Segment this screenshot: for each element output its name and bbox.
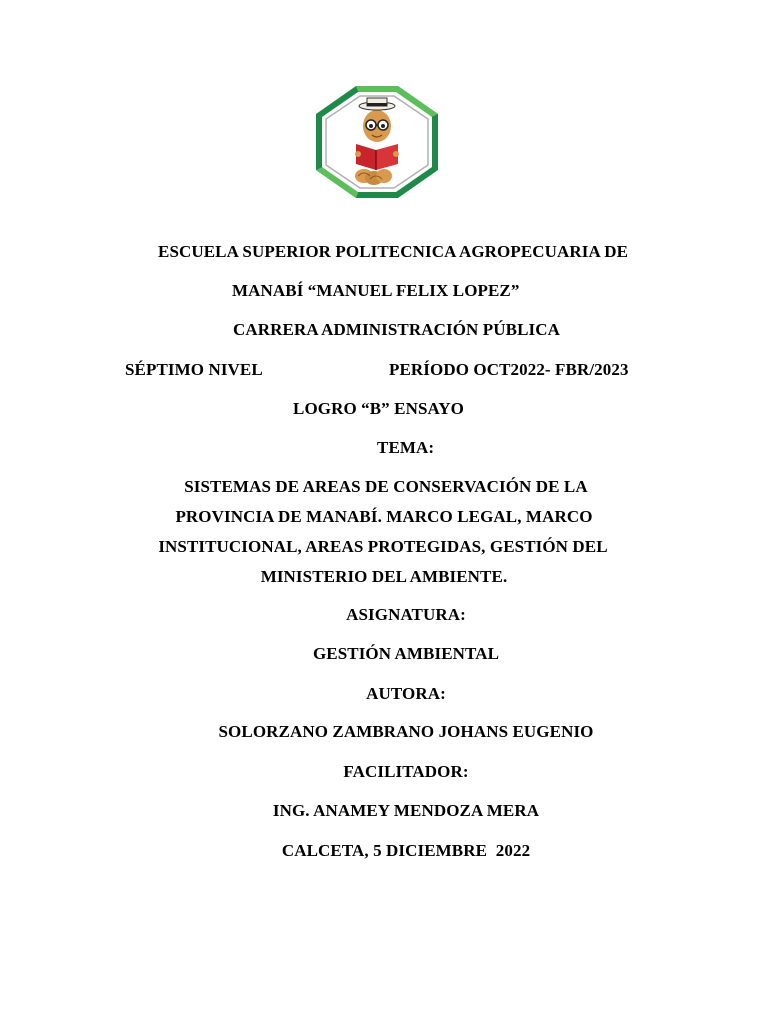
place-date: CALCETA, 5 DICIEMBRE 2022 <box>281 841 531 860</box>
author-label: AUTORA: <box>366 684 446 703</box>
topic-label: TEMA: <box>377 438 435 457</box>
period-label: PERÍODO OCT2022- FBR/2023 <box>389 360 629 379</box>
career-title: CARRERA ADMINISTRACIÓN PÚBLICA <box>233 320 560 339</box>
topic-line-1: SISTEMAS DE AREAS DE CONSERVACIÓN DE LA <box>184 477 588 496</box>
school-name-line-2: MANABÍ “MANUEL FELIX LOPEZ” <box>232 281 520 300</box>
logro-label: LOGRO “B” ENSAYO <box>293 399 465 418</box>
subject-label: ASIGNATURA: <box>346 605 466 624</box>
facilitator-value: ING. ANAMEY MENDOZA MERA <box>272 801 540 820</box>
topic-line-4: MINISTERIO DEL AMBIENTE. <box>260 567 508 586</box>
subject-value: GESTIÓN AMBIENTAL <box>312 644 500 663</box>
author-value: SOLORZANO ZAMBRANO JOHANS EUGENIO <box>218 722 594 741</box>
topic-line-3: INSTITUCIONAL, AREAS PROTEGIDAS, GESTIÓN DEL <box>158 537 608 556</box>
caterpillar-reading-book-logo <box>314 84 440 200</box>
facilitator-label: FACILITADOR: <box>343 762 469 781</box>
level-label: SÉPTIMO NIVEL <box>125 360 263 379</box>
school-name-line-1: ESCUELA SUPERIOR POLITECNICA AGROPECUARIA DE <box>158 242 629 261</box>
topic-line-2: PROVINCIA DE MANABÍ. MARCO LEGAL, MARCO <box>175 507 593 526</box>
